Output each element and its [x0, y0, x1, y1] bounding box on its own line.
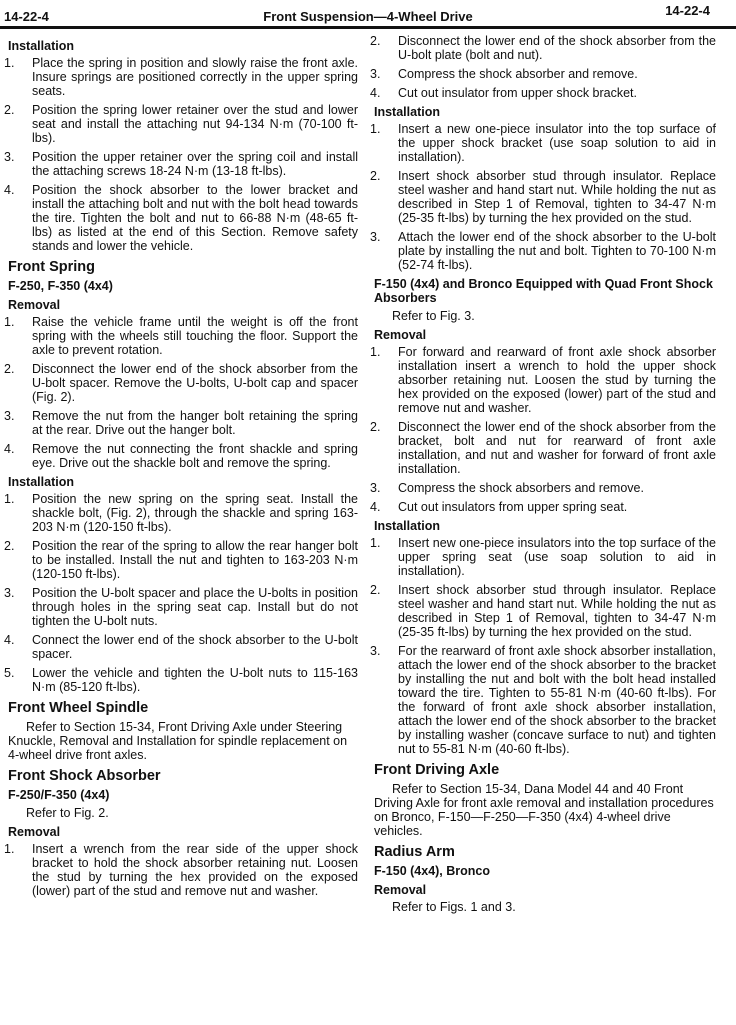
figure-reference: Refer to Fig. 2.	[26, 806, 109, 820]
step-item	[370, 169, 716, 225]
step-item	[370, 481, 716, 495]
step-item	[4, 633, 358, 661]
step-item	[370, 583, 716, 639]
figure-reference: Refer to Fig. 3.	[392, 309, 475, 323]
step-text: Insert shock absorber stud through insulator. Replace steel washer and hand start nut. While holding the nut as described in Step 1 of Removal, tighten to 34-47 N·m (25-35 ft-lbs) by turning the hex provided on the stud.	[398, 169, 716, 225]
step-item	[4, 666, 358, 694]
step-list	[4, 492, 358, 694]
step-number: 1.	[4, 492, 15, 506]
installation-heading: Installation	[374, 519, 440, 533]
step-number: 1.	[4, 56, 15, 70]
step-item	[4, 586, 358, 628]
step-number: 2.	[4, 103, 15, 117]
step-item	[370, 230, 716, 272]
step-item	[4, 56, 358, 98]
step-number: 3.	[370, 481, 381, 495]
step-number: 4.	[370, 86, 381, 100]
step-item	[4, 442, 358, 470]
step-text: Compress the shock absorber and remove.	[398, 67, 638, 81]
installation-heading: Installation	[374, 105, 440, 119]
front-wheel-spindle-heading: Front Wheel Spindle	[8, 700, 149, 716]
removal-heading: Removal	[374, 883, 427, 897]
step-text: Insert new one-piece insulators into the top surface of the upper spring seat (use soap solution to aid in installation).	[398, 536, 716, 578]
step-number: 2.	[370, 420, 381, 434]
step-number: 2.	[4, 362, 15, 376]
page-title: Front Suspension—4-Wheel Drive	[263, 9, 473, 24]
step-text: Lower the vehicle and tighten the U-bolt nuts to 115-163 N·m (85-120 ft-lbs).	[32, 666, 358, 694]
radius-arm-heading: Radius Arm	[374, 844, 455, 860]
step-item	[370, 67, 716, 81]
left-column	[4, 34, 358, 903]
step-number: 3.	[4, 586, 15, 600]
model-subheading: F-250/F-350 (4x4)	[8, 788, 110, 802]
header-rule	[0, 26, 736, 29]
step-text: Disconnect the lower end of the shock absorber from the U-bolt plate (bolt and nut).	[398, 34, 716, 62]
step-text: Position the upper retainer over the spring coil and install the attaching screws 18-24 N·m (13-18 ft-lbs).	[32, 150, 358, 178]
step-list	[370, 345, 716, 514]
step-number: 4.	[4, 633, 15, 647]
step-list	[370, 122, 716, 272]
step-number: 1.	[370, 345, 381, 359]
step-number: 2.	[370, 169, 381, 183]
step-item	[370, 644, 716, 756]
step-item	[4, 362, 358, 404]
step-text: Position the shock absorber to the lower bracket and install the attaching bolt and nut with the bolt head towards the tire. Tighten the bolt and nut to 66-88 N·m (48-65 ft-lbs) as listed at the end of this Section. Remove safety stands and lower the vehicle.	[32, 183, 358, 253]
removal-heading: Removal	[8, 298, 61, 312]
step-number: 3.	[370, 644, 381, 658]
step-list	[4, 842, 358, 898]
step-list	[370, 536, 716, 756]
step-item	[4, 492, 358, 534]
front-spring-heading: Front Spring	[8, 259, 95, 275]
step-number: 2.	[4, 539, 15, 553]
step-number: 1.	[370, 536, 381, 550]
removal-heading: Removal	[374, 328, 427, 342]
step-number: 4.	[4, 183, 15, 197]
installation-heading: Installation	[8, 475, 74, 489]
step-list	[4, 315, 358, 470]
model-subheading: F-250, F-350 (4x4)	[8, 279, 113, 293]
step-text: Insert shock absorber stud through insulator. Replace steel washer and hand start nut. While holding the nut as described in Step 1 of Removal, tighten to 34-47 N·m (25-35 ft-lbs) by turning the hex provided on the stud.	[398, 583, 716, 639]
quad-shock-heading: F-150 (4x4) and Bronco Equipped with Quad Front Shock Absorbers	[374, 277, 713, 305]
step-text: Raise the vehicle frame until the weight is off the front spring with the wheels still touching the floor. Support the axle to prevent rotation.	[32, 315, 358, 357]
step-text: Cut out insulator from upper shock bracket.	[398, 86, 638, 100]
step-number: 4.	[4, 442, 15, 456]
step-item	[4, 183, 358, 253]
step-item	[4, 315, 358, 357]
step-text: Disconnect the lower end of the shock absorber from the bracket, bolt and nut for rearward of front axle installation, and nut and washer for forward of front axle installation.	[398, 420, 716, 476]
installation-heading: Installation	[8, 39, 74, 53]
step-text: Remove the nut connecting the front shackle and spring eye. Drive out the shackle bolt and remove the spring.	[32, 442, 358, 470]
figure-reference: Refer to Figs. 1 and 3.	[392, 900, 516, 914]
step-number: 2.	[370, 583, 381, 597]
step-item	[370, 420, 716, 476]
step-text: Attach the lower end of the shock absorber to the U-bolt plate by installing the nut and bolt. Tighten to 70-100 N·m (52-74 ft-lbs).	[398, 230, 716, 272]
front-shock-absorber-heading: Front Shock Absorber	[8, 768, 161, 784]
step-text: Connect the lower end of the shock absorber to the U-bolt spacer.	[32, 633, 358, 661]
removal-heading: Removal	[8, 825, 61, 839]
step-text: Compress the shock absorbers and remove.	[398, 481, 644, 495]
step-item	[4, 150, 358, 178]
step-number: 1.	[370, 122, 381, 136]
step-number: 2.	[370, 34, 381, 48]
step-text: Remove the nut from the hanger bolt retaining the spring at the rear. Drive out the hanger bolt.	[32, 409, 358, 437]
paragraph: Refer to Section 15-34, Front Driving Axle under Steering Knuckle, Removal and Installation for spindle replacement on 4-wheel drive front axles.	[8, 720, 348, 762]
step-item	[370, 34, 716, 62]
page-number-right: 14-22-4	[665, 3, 710, 18]
step-item	[370, 122, 716, 164]
step-number: 3.	[4, 150, 15, 164]
step-text: Position the spring lower retainer over the stud and lower seat and install the attaching nut 94-134 N·m (70-100 ft-lbs).	[32, 103, 358, 145]
step-text: Position the U-bolt spacer and place the U-bolts in position through holes in the spring seat cap. Install but do not tighten the U-bolt nuts.	[32, 586, 358, 628]
step-number: 1.	[4, 315, 15, 329]
step-list	[4, 56, 358, 253]
step-text: Insert a wrench from the rear side of the upper shock bracket to hold the shock absorber retaining nut. Loosen the stud by turning the hex provided on the exposed (lower) part of the stud and remove nut and washer.	[32, 842, 358, 898]
step-text: Insert a new one-piece insulator into the top surface of the upper shock bracket (use soap solution to aid in installation).	[398, 122, 716, 164]
step-text: Disconnect the lower end of the shock absorber from the U-bolt spacer. Remove the U-bolts, U-bolt cap and spacer (Fig. 2).	[32, 362, 358, 404]
step-text: For forward and rearward of front axle shock absorber installation insert a wrench to hold the upper shock absorber retaining nut. Loosen the stud by turning the hex provided on the exposed (lower) part of the stud and remove nut and washer.	[398, 345, 716, 415]
front-driving-axle-heading: Front Driving Axle	[374, 762, 500, 778]
paragraph: Refer to Section 15-34, Dana Model 44 and 40 Front Driving Axle for front axle removal and installation procedures on Bronco, F-150—F-250—F-350 (4x4) 4-wheel drive vehicles.	[374, 782, 714, 838]
step-number: 1.	[4, 842, 15, 856]
step-item	[370, 500, 716, 514]
right-column	[370, 34, 716, 918]
step-text: Position the rear of the spring to allow the rear hanger bolt to be installed. Install the nut and tighten to 163-203 N·m (120-150 ft-lbs).	[32, 539, 358, 581]
step-item	[370, 86, 716, 100]
page-header	[0, 0, 736, 30]
step-item	[370, 536, 716, 578]
step-item	[4, 103, 358, 145]
step-text: Cut out insulators from upper spring seat.	[398, 500, 628, 514]
step-item	[4, 539, 358, 581]
step-text: Place the spring in position and slowly raise the front axle. Insure springs are positioned correctly in the upper spring seats.	[32, 56, 358, 98]
page-number-left: 14-22-4	[4, 9, 49, 24]
step-number: 3.	[370, 67, 381, 81]
step-item	[4, 842, 358, 898]
step-item	[370, 345, 716, 415]
step-number: 3.	[4, 409, 15, 423]
step-number: 3.	[370, 230, 381, 244]
step-number: 4.	[370, 500, 381, 514]
step-list	[370, 34, 716, 100]
step-text: For the rearward of front axle shock absorber installation, attach the lower end of the shock absorber to the bracket by installing the nut and bolt with the bolt head installed toward the tire. Tighten to 55-81 N·m (40-60 ft-lbs). For the forward of front axle shock absorber installation, attach the lower end of the shock absorber to the bracket by installing washer (concave surface to nut) and tighten nut to 55-81 N·m (40-60 ft-lbs).	[398, 644, 716, 756]
step-text: Position the new spring on the spring seat. Install the shackle bolt, (Fig. 2), through the shackle and spring 163-203 N·m (120-150 ft-lbs).	[32, 492, 358, 534]
model-subheading: F-150 (4x4), Bronco	[374, 864, 491, 878]
step-item	[4, 409, 358, 437]
step-number: 5.	[4, 666, 15, 680]
